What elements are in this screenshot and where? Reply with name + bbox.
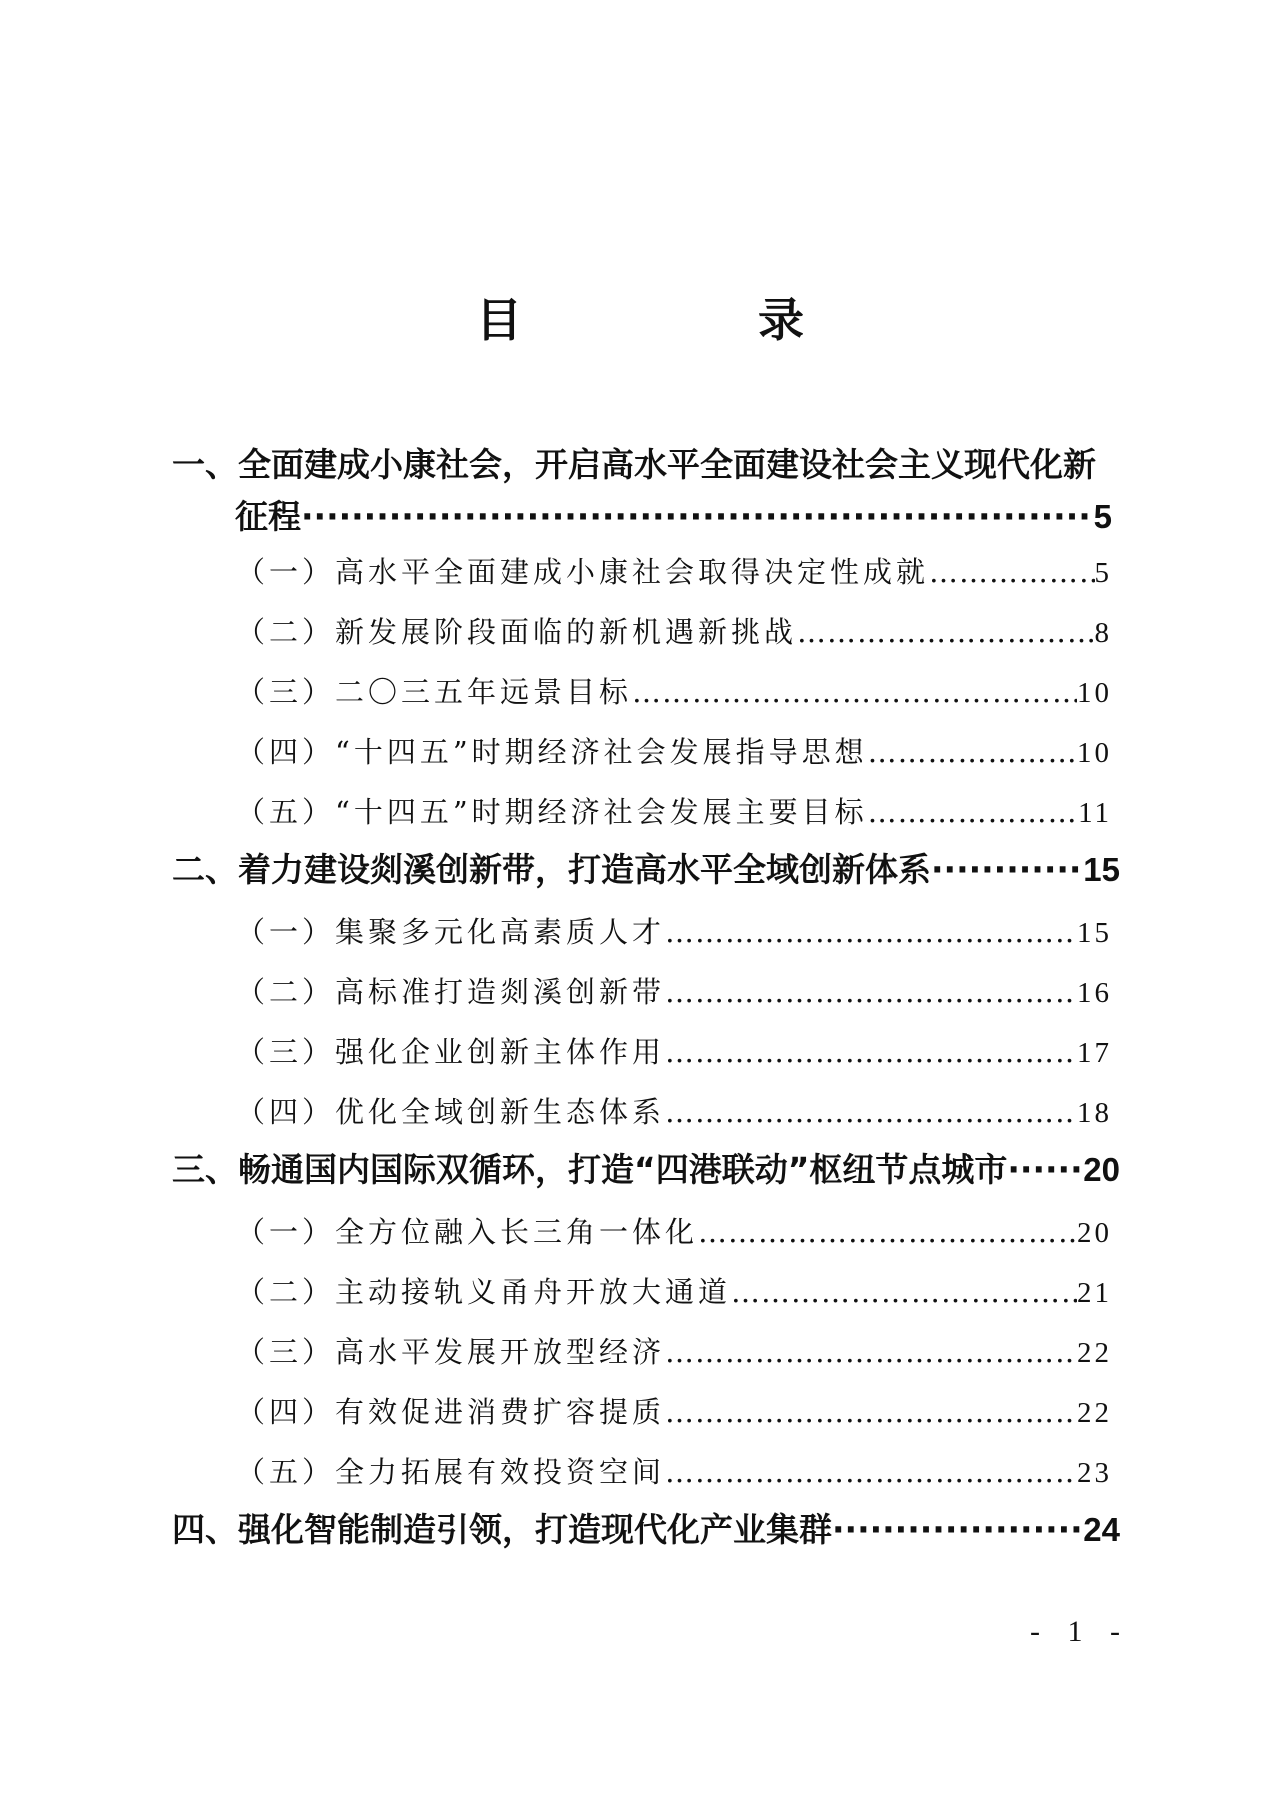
dot-leader [632, 670, 1077, 714]
toc-page-number: 10 [1077, 677, 1112, 709]
toc-entry-label: （一）高水平全面建成小康社会取得决定性成就 [236, 555, 930, 589]
dot-leader [868, 730, 1077, 774]
toc-entry-label: （二）主动接轨义甬舟开放大通道 [236, 1275, 732, 1309]
toc-entry-label: （一）集聚多元化高素质人才 [236, 915, 666, 949]
dot-leader [665, 970, 1077, 1014]
toc-page-number: 24 [1083, 1511, 1120, 1548]
toc-entry-label: （四）优化全域创新生态体系 [236, 1095, 666, 1129]
toc-entry-1-1[interactable] [236, 550, 1112, 594]
toc-entry-3-4[interactable] [236, 1390, 1112, 1434]
toc-page-number: 20 [1083, 1151, 1120, 1188]
toc-entry-2-3[interactable] [236, 1030, 1112, 1074]
toc-entry-2[interactable] [172, 845, 1120, 895]
toc-page-number: 21 [1077, 1277, 1112, 1309]
toc-entry-label: （三）高水平发展开放型经济 [236, 1335, 666, 1369]
toc-entry-label: （三）二〇三五年远景目标 [236, 675, 633, 709]
toc-entry-label: （五）“十四五”时期经济社会发展主要目标 [236, 795, 868, 829]
toc-entry-2-4[interactable] [236, 1090, 1112, 1134]
toc-entry-label: 二、着力建设剡溪创新带，打造高水平全域创新体系 [172, 850, 931, 889]
dot-leader [931, 845, 1083, 895]
dot-leader [665, 1390, 1077, 1434]
toc-entry-label: 三、畅通国内国际双循环，打造“四港联动”枢纽节点城市 [172, 1150, 1008, 1189]
toc-entry-3[interactable] [172, 1145, 1120, 1195]
dot-leader [731, 1270, 1077, 1314]
toc-page-number: 5 [1093, 498, 1112, 535]
toc-page-number: 15 [1083, 851, 1120, 888]
toc-page-number: 5 [1094, 557, 1112, 589]
dot-leader [665, 1090, 1077, 1134]
dot-leader [832, 1505, 1083, 1555]
toc-page-number: 18 [1077, 1097, 1112, 1129]
toc-entry-3-1[interactable] [236, 1210, 1112, 1254]
toc-page-number: 10 [1077, 737, 1112, 769]
toc-page-number: 16 [1077, 977, 1112, 1009]
toc-page-number: 22 [1077, 1397, 1112, 1429]
toc-entry-label: 征程 [235, 497, 301, 536]
toc-entry-1-cont[interactable] [235, 492, 1112, 542]
toc-entry-label: 一、全面建成小康社会，开启高水平全面建设社会主义现代化新 [172, 445, 1096, 484]
dot-leader [665, 1450, 1077, 1494]
toc-entry-3-2[interactable] [236, 1270, 1112, 1314]
dot-leader [698, 1210, 1077, 1254]
dot-leader [868, 790, 1078, 834]
toc-entry-3-3[interactable] [236, 1330, 1112, 1374]
toc-entry-label: （五）全力拓展有效投资空间 [236, 1455, 666, 1489]
toc-page-number: 22 [1077, 1337, 1112, 1369]
toc-entry-label: （四）有效促进消费扩容提质 [236, 1395, 666, 1429]
toc-entry-1-4[interactable] [236, 730, 1112, 774]
toc-page-number: 8 [1094, 617, 1112, 649]
toc-entry-1[interactable] [172, 440, 1120, 490]
toc-title: 目 录 [475, 293, 914, 347]
toc-entry-label: （一）全方位融入长三角一体化 [236, 1215, 699, 1249]
toc-page-number: 23 [1077, 1457, 1112, 1489]
dot-leader [929, 550, 1094, 594]
dot-leader [1007, 1145, 1083, 1195]
dot-leader [665, 1030, 1077, 1074]
dot-leader [797, 610, 1094, 654]
toc-entry-label: （四）“十四五”时期经济社会发展指导思想 [236, 735, 868, 769]
toc-entry-label: 四、强化智能制造引领，打造现代化产业集群 [172, 1510, 832, 1549]
toc-entry-label: （二）新发展阶段面临的新机遇新挑战 [236, 615, 798, 649]
dot-leader [665, 1330, 1077, 1374]
toc-entry-3-5[interactable] [236, 1450, 1112, 1494]
page-footer-number: - 1 - [1030, 1615, 1130, 1648]
dot-leader [665, 910, 1077, 954]
toc-page-number: 11 [1078, 797, 1112, 829]
toc-entry-2-2[interactable] [236, 970, 1112, 1014]
toc-entry-label: （二）高标准打造剡溪创新带 [236, 975, 666, 1009]
toc-entry-2-1[interactable] [236, 910, 1112, 954]
dot-leader [301, 492, 1094, 542]
toc-entry-1-5[interactable] [236, 790, 1112, 834]
toc-entry-1-2[interactable] [236, 610, 1112, 654]
toc-entry-4[interactable] [172, 1505, 1120, 1555]
toc-entry-label: （三）强化企业创新主体作用 [236, 1035, 666, 1069]
toc-page-number: 20 [1077, 1217, 1112, 1249]
toc-page-number: 17 [1077, 1037, 1112, 1069]
toc-page-number: 15 [1077, 917, 1112, 949]
toc-entry-1-3[interactable] [236, 670, 1112, 714]
